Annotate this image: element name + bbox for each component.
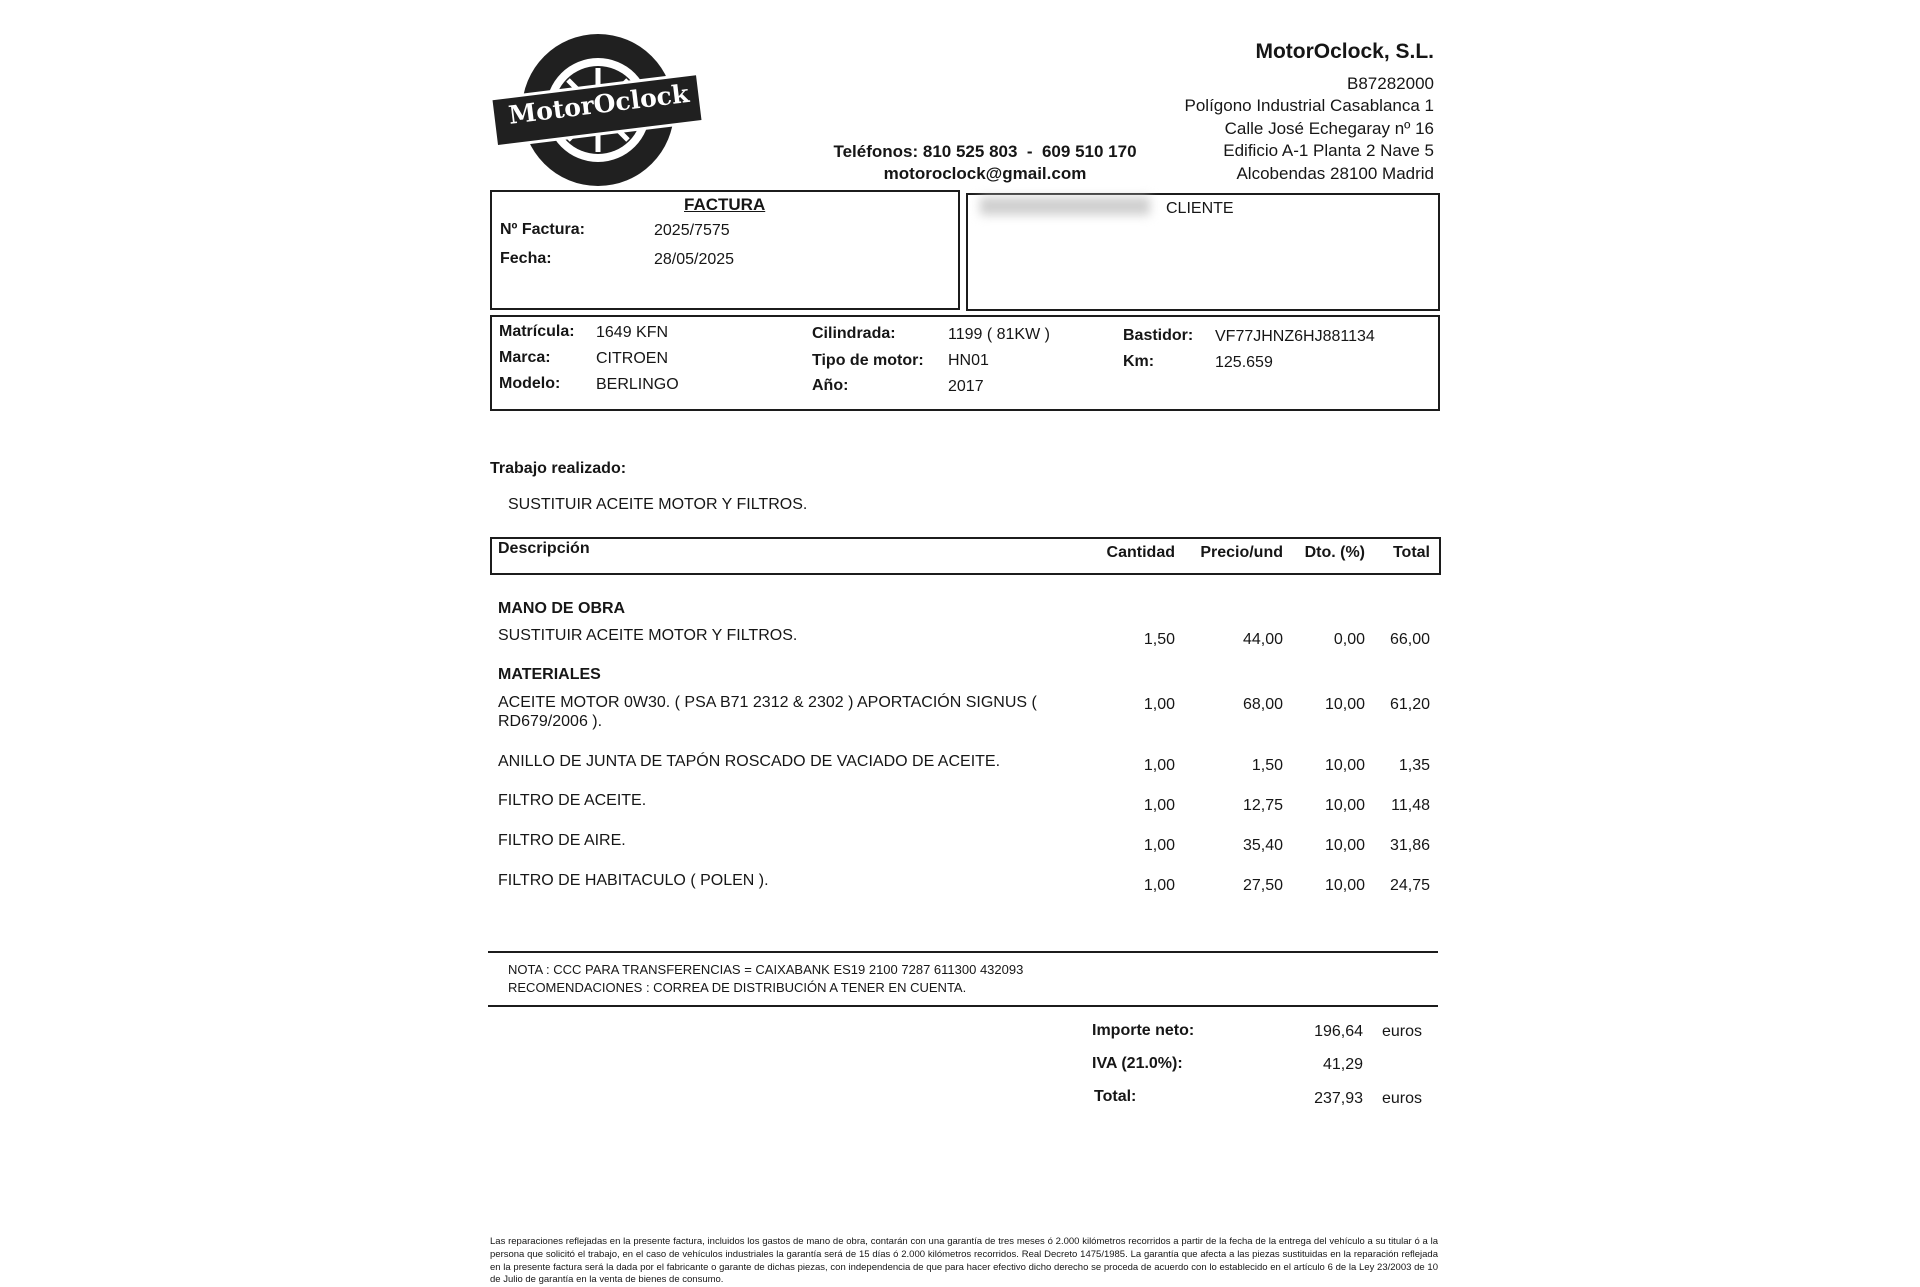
line-item-precio: 1,50 xyxy=(1251,757,1283,774)
bastidor-value: VF77JHNZ6HJ881134 xyxy=(1215,328,1375,345)
work-description: SUSTITUIR ACEITE MOTOR Y FILTROS. xyxy=(508,496,808,513)
work-label: Trabajo realizado: xyxy=(490,460,627,477)
invoice-title: FACTURA xyxy=(684,195,766,214)
km-value: 125.659 xyxy=(1215,354,1273,371)
line-item-total: 31,86 xyxy=(1389,837,1430,854)
cilindrada-label: Cilindrada: xyxy=(812,325,896,342)
total-unit: euros xyxy=(1382,1090,1423,1107)
company-cif: B87282000 xyxy=(1347,74,1434,93)
line-item-cantidad: 1,00 xyxy=(1143,757,1175,774)
redacted-client-name xyxy=(980,197,1150,215)
line-item-total: 66,00 xyxy=(1389,631,1430,648)
line-item-precio: 35,40 xyxy=(1242,837,1283,854)
importe-neto-value: 196,64 xyxy=(1314,1023,1363,1040)
invoice-date-label: Fecha: xyxy=(500,250,552,267)
line-item-precio: 27,50 xyxy=(1242,877,1283,894)
line-item-precio: 12,75 xyxy=(1242,797,1283,814)
line-item-desc-line: RD679/2006 ). xyxy=(498,713,603,730)
invoice-number-label: Nº Factura: xyxy=(500,221,585,238)
notes-divider-top xyxy=(488,951,1438,953)
header-dto: Dto. (%) xyxy=(1304,544,1365,561)
line-item-dto: 10,00 xyxy=(1324,837,1365,854)
address-line: Polígono Industrial Casablanca 1 xyxy=(1184,96,1434,116)
line-item-dto: 10,00 xyxy=(1324,757,1365,774)
marca-value: CITROEN xyxy=(596,350,668,367)
total-label: Total: xyxy=(1094,1088,1137,1105)
invoice-date: 28/05/2025 xyxy=(654,251,735,268)
contact-block xyxy=(825,141,1145,185)
line-item-total: 11,48 xyxy=(1391,797,1430,814)
line-item-dto: 10,00 xyxy=(1324,696,1365,713)
invoice-number: 2025/7575 xyxy=(654,222,730,239)
modelo-value: BERLINGO xyxy=(596,376,679,393)
nota-text: NOTA : CCC PARA TRANSFERENCIAS = CAIXABANK ES19 2100 7287 611300 432093 xyxy=(508,962,1024,977)
line-item-precio: 68,00 xyxy=(1242,696,1283,713)
anio-label: Año: xyxy=(812,377,849,394)
line-item-cantidad: 1,00 xyxy=(1143,877,1175,894)
address-line: Edificio A-1 Planta 2 Nave 5 xyxy=(1223,141,1434,161)
line-item-desc: SUSTITUIR ACEITE MOTOR Y FILTROS. xyxy=(498,627,798,644)
notes-divider-bottom xyxy=(488,1005,1438,1007)
header-descripcion: Descripción xyxy=(498,540,590,557)
logo-text: MotorOclock xyxy=(506,78,691,130)
line-item-desc: FILTRO DE HABITACULO ( POLEN ). xyxy=(498,872,769,889)
phones-label: Teléfonos: xyxy=(833,142,919,161)
total-value: 237,93 xyxy=(1314,1090,1363,1107)
line-item-desc-line: ACEITE MOTOR 0W30. ( PSA B71 2312 & 2302 ) APORTACIÓN SIGNUS ( xyxy=(498,694,1037,711)
phones-value: 810 525 803 - 609 510 170 xyxy=(922,142,1137,161)
line-item-total: 61,20 xyxy=(1389,696,1430,713)
line-item-desc: FILTRO DE AIRE. xyxy=(498,832,626,849)
tipo-motor-value: HN01 xyxy=(948,352,989,369)
client-title: CLIENTE xyxy=(1166,200,1234,217)
line-item-total: 24,75 xyxy=(1389,877,1430,894)
line-item-cantidad: 1,50 xyxy=(1143,631,1175,648)
legal-footer: Las reparaciones reflejadas en la presente factura, incluidos los gastos de mano de obra, contarán con una garantía de tres meses ó 2.000 kilómetros recorridos a partir de la fecha de la entrega del vehículo a su titular ó a la persona que solicitó el trabajo, en el caso de vehículos industriales la garantía será de 15 días ó 2.000 kilómetros recorridos. Real Decreto 1475/1985. La garantía que afecta a las piezas sustituidas en la reparación reflejada en la presente factura será la dada por el fabricante o garante de dichas piezas, con independencia de que para hacer efectivo dicho derecho se proceda de acuerdo con lo establecido en el artículo 6 de la Ley 23/2003 de 10 de Julio de garantía en la venta de bienes de consumo. xyxy=(490,1236,1438,1286)
company-name: MotorOclock, S.L. xyxy=(1255,40,1434,63)
line-item-desc: FILTRO DE ACEITE. xyxy=(498,792,647,809)
address-line: Calle José Echegaray nº 16 xyxy=(1224,118,1434,138)
line-item-dto: 10,00 xyxy=(1324,877,1365,894)
iva-value: 41,29 xyxy=(1322,1056,1363,1073)
header-total: Total xyxy=(1392,544,1430,561)
header-precio: Precio/und xyxy=(1200,544,1283,561)
marca-label: Marca: xyxy=(499,349,551,366)
company-logo xyxy=(490,30,706,190)
km-label: Km: xyxy=(1123,353,1155,370)
anio-value: 2017 xyxy=(948,378,984,395)
matricula-label: Matrícula: xyxy=(499,323,575,340)
email: motoroclock@gmail.com xyxy=(883,164,1087,183)
header-cantidad: Cantidad xyxy=(1106,544,1175,561)
cilindrada-value: 1199 ( 81KW ) xyxy=(948,326,1050,343)
line-item-dto: 0,00 xyxy=(1333,631,1365,648)
labor-section-title: MANO DE OBRA xyxy=(498,600,626,617)
line-item-cantidad: 1,00 xyxy=(1143,837,1175,854)
bastidor-label: Bastidor: xyxy=(1123,327,1194,344)
line-item-desc: ANILLO DE JUNTA DE TAPÓN ROSCADO DE VACIADO DE ACEITE. xyxy=(498,753,1001,770)
line-item-desc xyxy=(498,693,1037,731)
address-line: Alcobendas 28100 Madrid xyxy=(1236,163,1434,183)
matricula-value: 1649 KFN xyxy=(596,324,669,341)
materials-section-title: MATERIALES xyxy=(498,666,601,683)
iva-label: IVA (21.0%): xyxy=(1092,1055,1183,1072)
recomendaciones-text: RECOMENDACIONES : CORREA DE DISTRIBUCIÓN A TENER EN CUENTA. xyxy=(508,980,967,995)
line-item-precio: 44,00 xyxy=(1242,631,1283,648)
importe-neto-label: Importe neto: xyxy=(1092,1022,1195,1039)
importe-neto-unit: euros xyxy=(1382,1023,1423,1040)
tipo-motor-label: Tipo de motor: xyxy=(812,352,924,369)
modelo-label: Modelo: xyxy=(499,375,561,392)
line-item-cantidad: 1,00 xyxy=(1143,797,1175,814)
line-item-cantidad: 1,00 xyxy=(1143,696,1175,713)
line-item-dto: 10,00 xyxy=(1324,797,1365,814)
notes-block xyxy=(508,961,1023,997)
line-item-total: 1,35 xyxy=(1398,757,1430,774)
